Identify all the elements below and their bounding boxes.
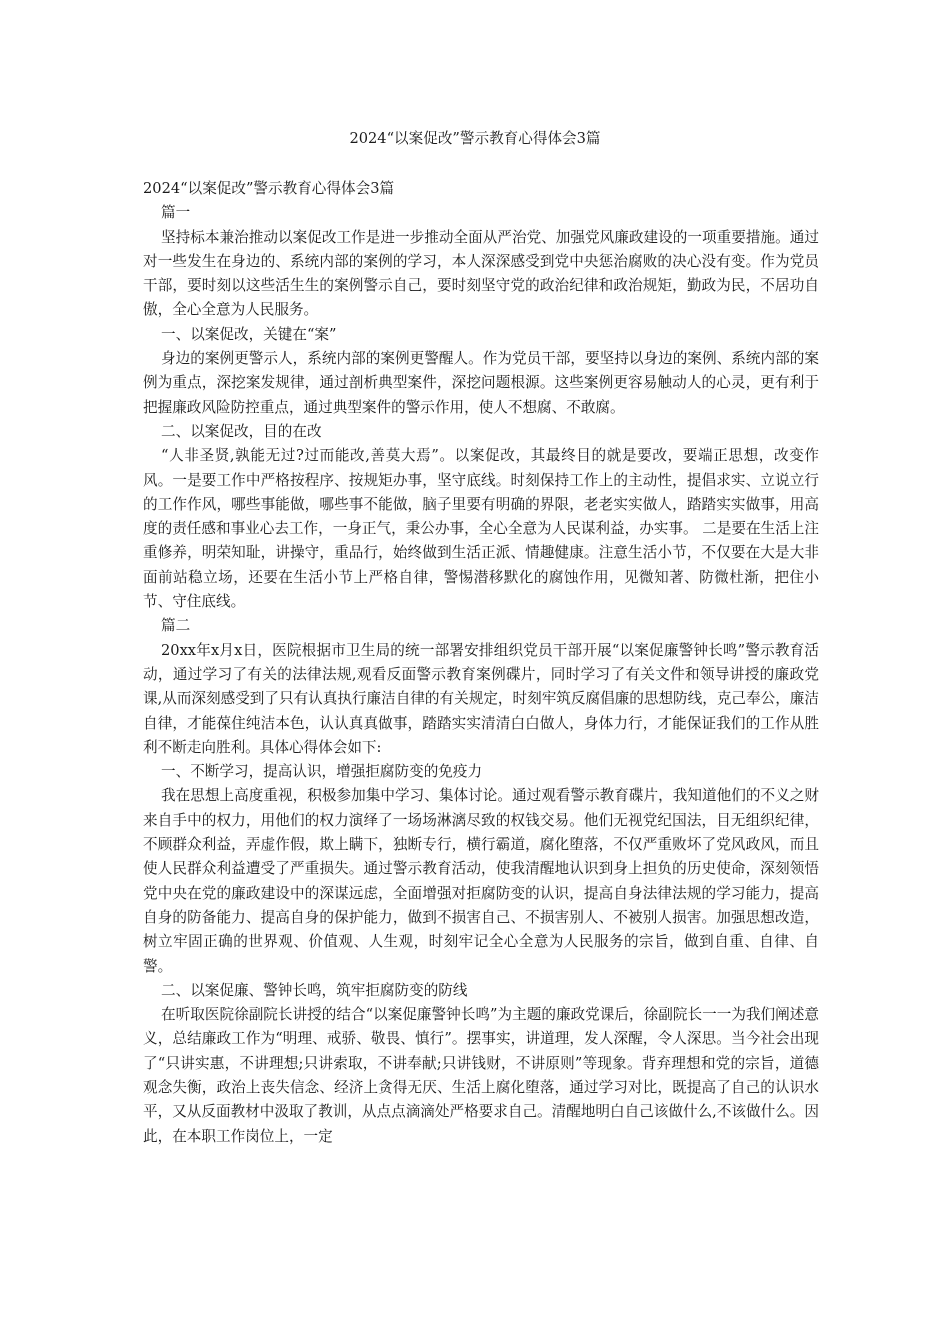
section-heading: 篇二 — [161, 617, 191, 635]
section-heading: 篇一 — [161, 204, 191, 222]
document-body — [143, 177, 819, 1149]
section-heading: 二、以案促改，目的在改 — [161, 422, 322, 440]
paragraph: 在听取医院徐副院长讲授的结合“以案促廉警钟长鸣”为主题的廉政党课后，徐副院长一一为我们阐述意义，总结廉政工作为“明理、戒骄、敬畏、慎行”。摆事实，讲道理，发人深醒，令人深思。当今社会出现了“只讲实惠，不讲理想;只讲索取，不讲奉献;只讲钱财，不讲原则”等现象。背弃理想和党的宗旨，道德观念失衡，政治上丧失信念、经济上贪得无厌、生活上腐化堕落，通过学习对比，既提高了自己的认识水平，又从反面教材中汲取了教训，从点点滴滴处严格要求自己。清醒地明白自己该做什么,不该做什么。因此，在本职工作岗位上，一定 — [143, 1006, 819, 1145]
section-heading: 一、以案促改，关键在“案” — [161, 325, 337, 343]
paragraph: 身边的案例更警示人，系统内部的案例更警醒人。作为党员干部，要坚持以身边的案例、系统内部的案例为重点，深挖案发规律，通过剖析典型案件，深挖问题根源。这些案例更容易触动人的心灵，更有利于把握廉政风险防控重点，通过典型案件的警示作用，使人不想腐、不敢腐。 — [143, 350, 819, 416]
document-subtitle: 2024“以案促改”警示教育心得体会3篇 — [143, 180, 395, 197]
paragraph: 我在思想上高度重视，积极参加集中学习、集体讨论。通过观看警示教育碟片，我知道他们的不义之财来自手中的权力，用他们的权力演绎了一场场淋漓尽致的权钱交易。他们无视党纪国法，目无组织纪律，不顾群众利益，弄虚作假，欺上瞒下，独断专行，横行霸道，腐化堕落，不仅严重败坏了党风政风，而且使人民群众利益遭受了严重损失。通过警示教育活动，使我清醒地认识到身上担负的历史使命，深刻领悟党中央在党的廉政建设中的深谋远虑，全面增强对拒腐防变的认识，提高自身法律法规的学习能力，提高自身的防备能力、提高自身的保护能力，做到不损害自己、不损害别人、不被别人损害。加强思想改造，树立牢固正确的世界观、价值观、人生观，时刻牢记全心全意为人民服务的宗旨，做到自重、自律、自警。 — [143, 787, 819, 975]
section-heading: 一、不断学习，提高认识，增强拒腐防变的免疫力 — [161, 763, 483, 781]
paragraph: 20xx年x月x日，医院根据市卫生局的统一部署安排组织党员干部开展“以案促廉警钟长鸣”警示教育活动，通过学习了有关的法律法规,观看反面警示教育案例碟片，同时学习了有关文件和领导讲授的廉政党课,从而深刻感受到了只有认真执行廉洁自律的有关规定，时刻牢筑反腐倡廉的思想防线，克己奉公，廉洁自律，才能葆住纯洁本色，认认真真做事，踏踏实实清清白白做人，身体力行，才能保证我们的工作从胜利不断走向胜利。具体心得体会如下: — [143, 641, 819, 756]
section-heading: 二、以案促廉、警钟长鸣，筑牢拒腐防变的防线 — [161, 981, 468, 999]
paragraph: 坚持标本兼治推动以案促改工作是进一步推动全面从严治党、加强党风廉政建设的一项重要措施。通过对一些发生在身边的、系统内部的案例的学习，本人深深感受到党中央惩治腐败的决心没有变。作为党员干部，要时刻以这些活生生的案例警示自己，要时刻坚守党的政治纪律和政治规矩，勤政为民，不居功自傲，全心全意为人民服务。 — [143, 228, 819, 319]
document-title: 2024“以案促改”警示教育心得体会3篇 — [349, 130, 601, 147]
paragraph: “人非圣贤,孰能无过?过而能改,善莫大焉”。以案促改，其最终目的就是要改，要端正思想，改变作风。一是要工作中严格按程序、按规矩办事，坚守底线。时刻保持工作上的主动性，提倡求实、立说立行的工作作风，哪些事能做，哪些事不能做，脑子里要有明确的界限，老老实实做人，踏踏实实做事，用高度的责任感和事业心去工作，一身正气，秉公办事，全心全意为人民谋利益，办实事。 二是要在生活上注重修养，明荣知耻，讲操守，重品行，始终做到生活正派、情趣健康。注意生活小节，不仅要在大是大非面前站稳立场，还要在生活小节上严格自律，警惕潜移默化的腐蚀作用，见微知著、防微杜渐，把住小节、守住底线。 — [143, 447, 819, 611]
